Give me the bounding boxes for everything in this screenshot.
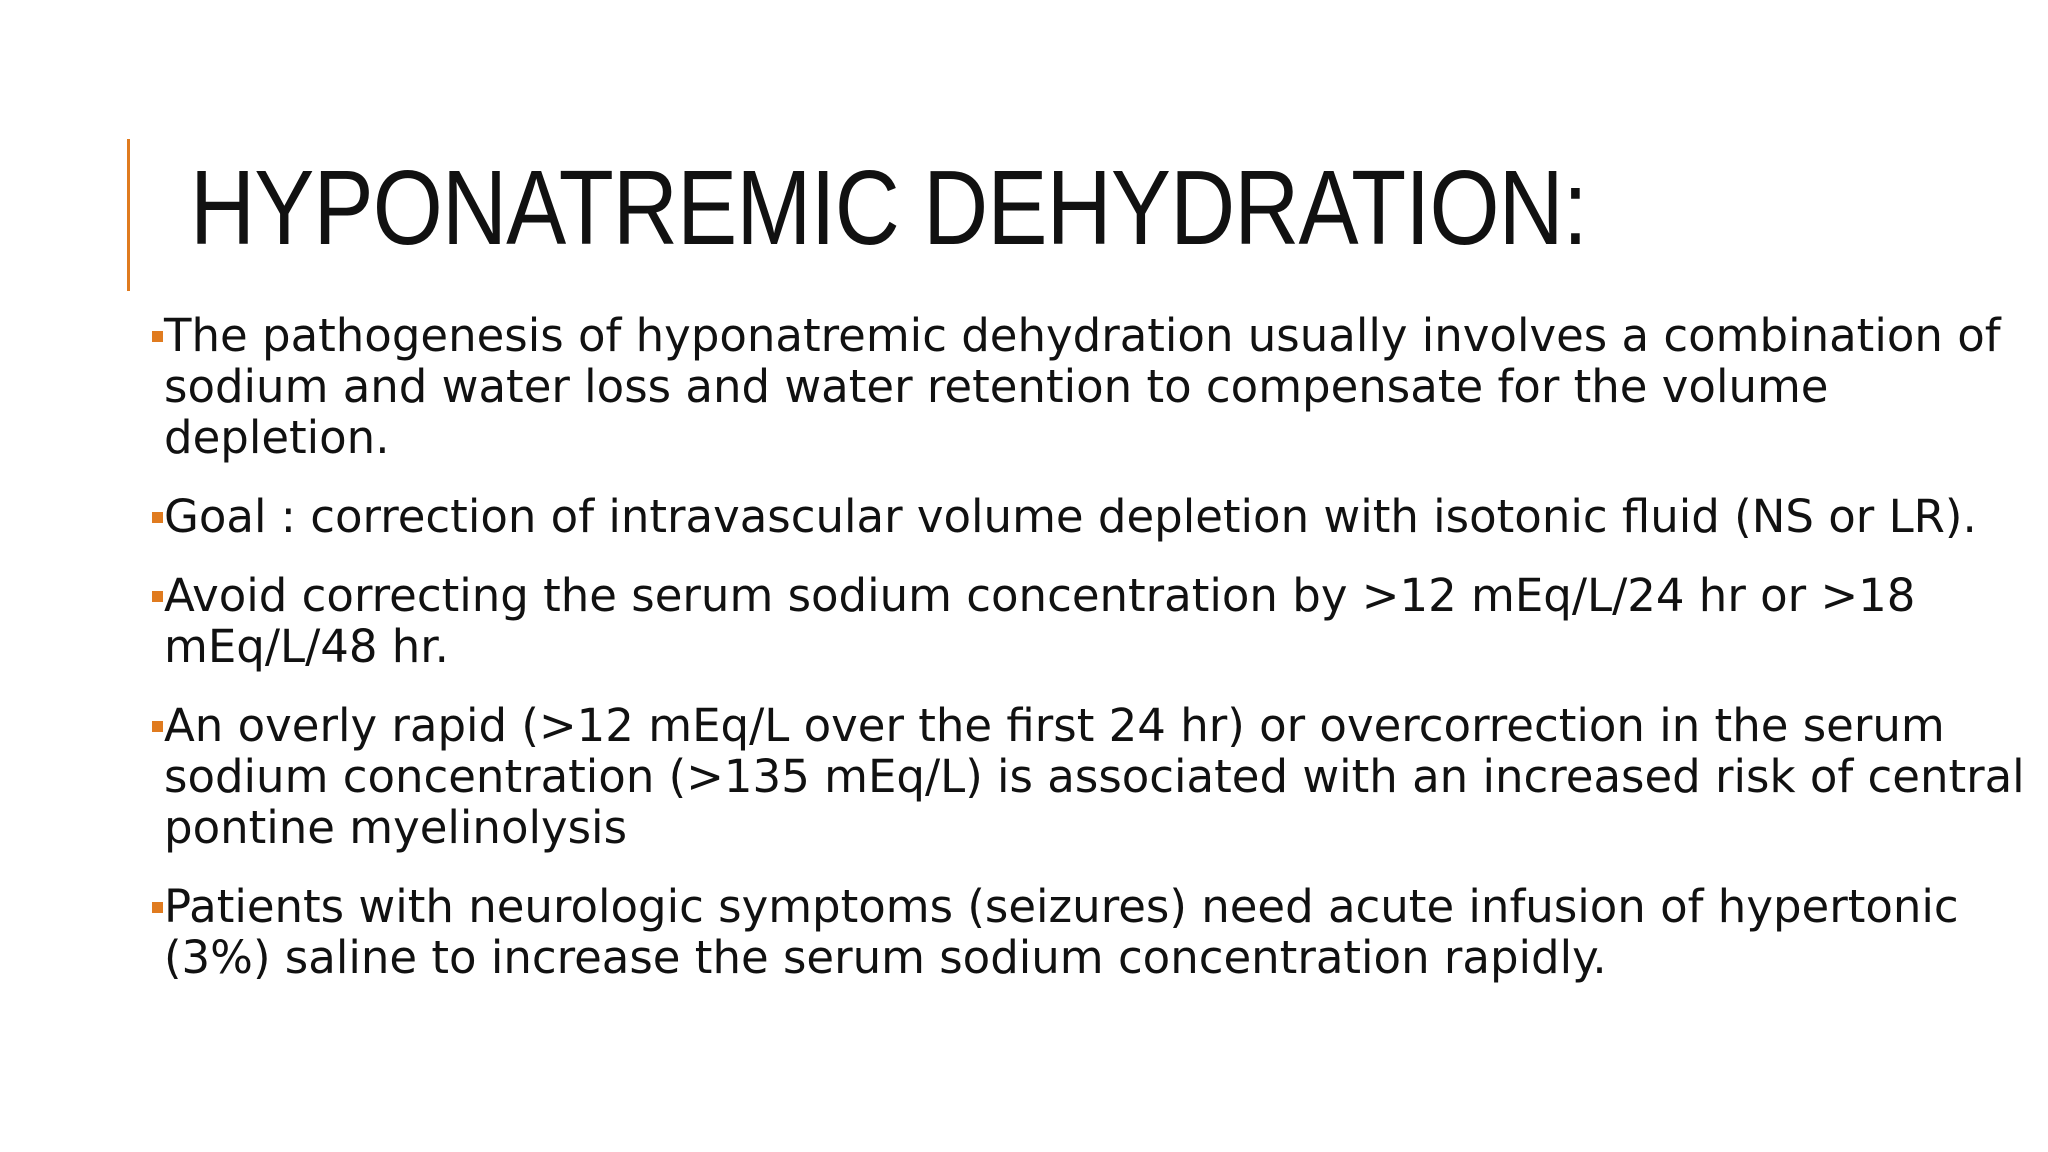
bullet-text: An overly rapid (>12 mEq/L over the first 24 hr) or overcorrection in the serum sodium concentration (>135 mEq/L) is associated with an increased risk of central pontine myelinolysis (164, 699, 2025, 854)
square-bullet-icon (152, 591, 163, 602)
bullet-item (148, 881, 2028, 983)
square-bullet-icon (152, 721, 163, 732)
slide-title: HYPONATREMIC DEHYDRATION: (190, 149, 1588, 267)
bullet-text: The pathogenesis of hyponatremic dehydration usually involves a combination of sodium and water loss and water retention to compensate for the volume depletion. (164, 309, 2001, 464)
square-bullet-icon (152, 512, 163, 523)
bullet-item (148, 310, 2028, 463)
square-bullet-icon (152, 902, 163, 913)
title-accent-bar (127, 139, 130, 291)
bullet-item (148, 570, 2028, 672)
square-bullet-icon (152, 331, 163, 342)
bullet-item (148, 700, 2028, 853)
bullet-text: Avoid correcting the serum sodium concentration by >12 mEq/L/24 hr or >18 mEq/L/48 hr. (164, 569, 1916, 673)
bullet-text: Patients with neurologic symptoms (seizures) need acute infusion of hypertonic (3%) saline to increase the serum sodium concentration rapidly. (164, 880, 1959, 984)
bullet-text: Goal : correction of intravascular volume depletion with isotonic fluid (NS or LR). (164, 490, 1977, 543)
bullet-list (148, 310, 2028, 1011)
bullet-item (148, 491, 2028, 542)
